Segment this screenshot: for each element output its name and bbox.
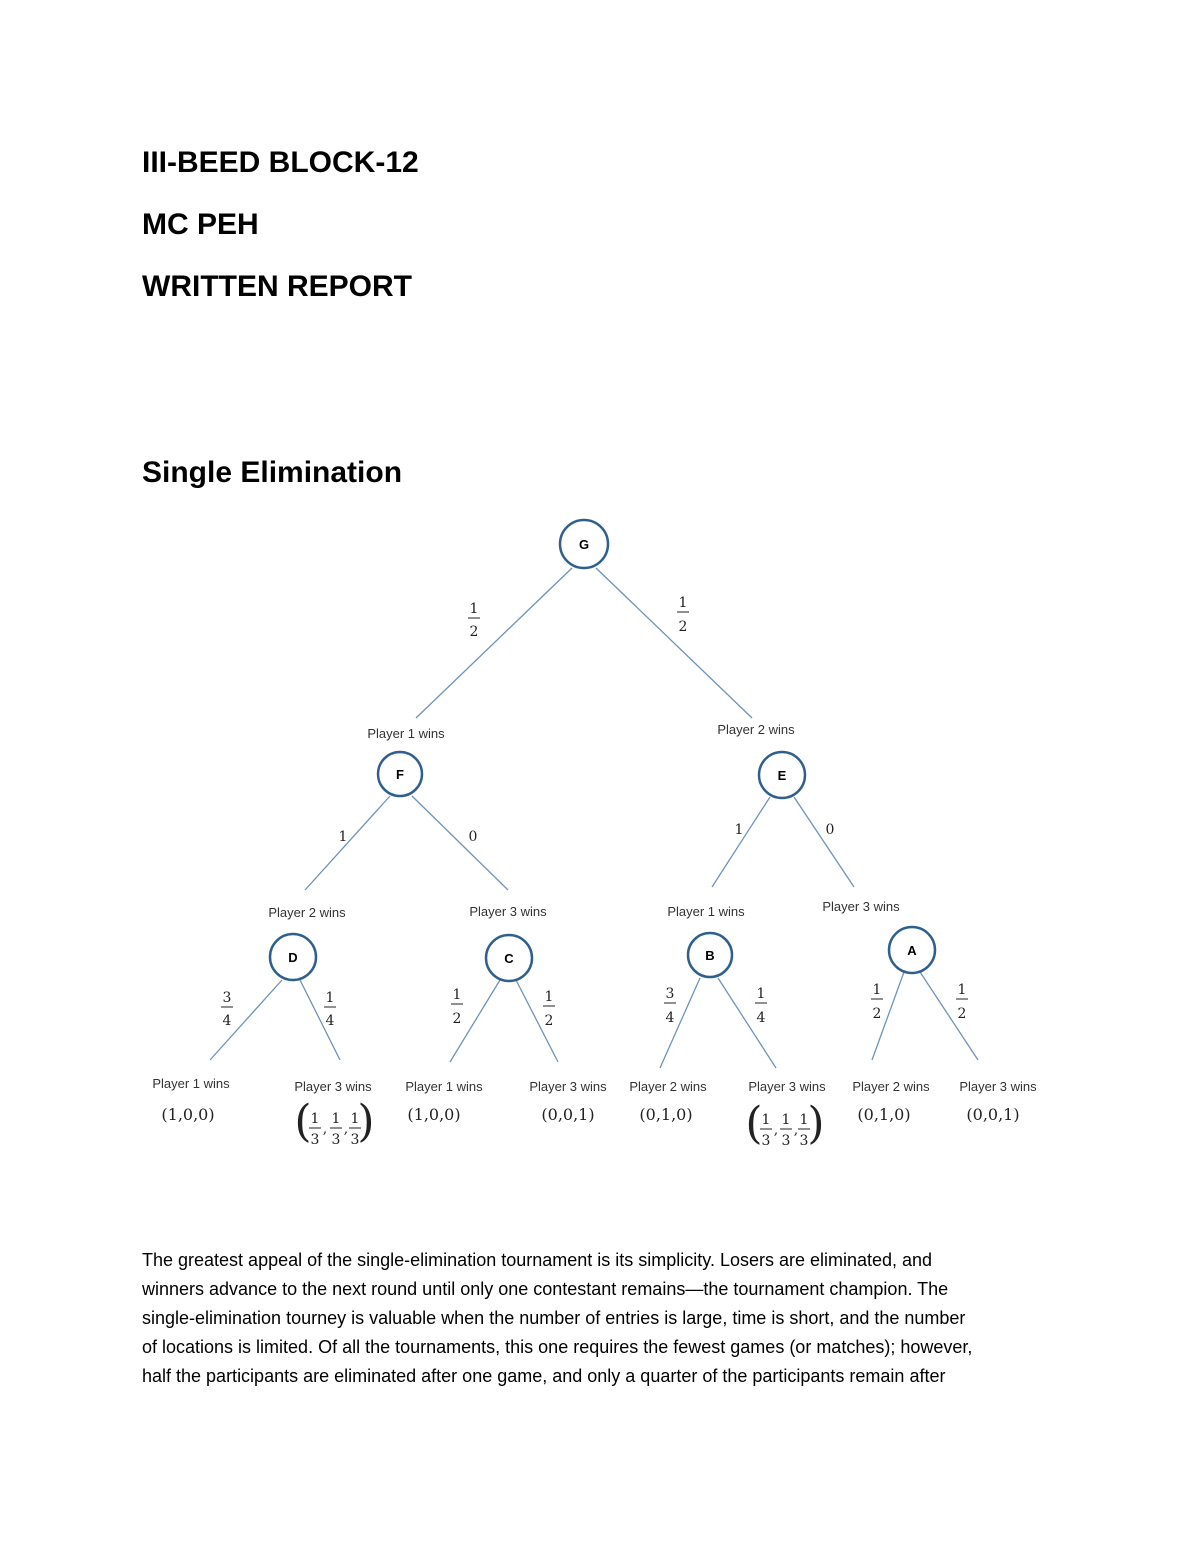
leaf-caption: Player 3 wins — [959, 1079, 1037, 1094]
prob-c-right — [543, 989, 555, 1029]
leaf-caption: Player 3 wins — [748, 1079, 826, 1094]
svg-text:3: 3 — [665, 986, 675, 1002]
leaf-caption: Player 1 wins — [152, 1076, 230, 1091]
svg-text:3: 3 — [310, 1132, 320, 1148]
svg-text:1: 1 — [761, 1112, 771, 1128]
svg-text:1: 1 — [452, 987, 462, 1003]
section-title: Single Elimination — [142, 456, 403, 489]
caption-a: Player 3 wins — [822, 899, 900, 914]
svg-text:3: 3 — [761, 1133, 771, 1149]
svg-text:,: , — [773, 1122, 779, 1138]
svg-text:2: 2 — [872, 1006, 882, 1022]
edge-e-a — [794, 797, 854, 887]
svg-text:3: 3 — [350, 1132, 360, 1148]
caption-b: Player 1 wins — [667, 904, 745, 919]
svg-text:1: 1 — [799, 1112, 809, 1128]
edge-f-c — [412, 796, 508, 890]
edge-d-left — [210, 980, 282, 1060]
svg-text:1: 1 — [756, 986, 766, 1002]
prob-a-left — [871, 982, 883, 1022]
prob-f-d: 1 — [338, 829, 348, 845]
prob-g-f — [468, 601, 480, 640]
leaf-caption: Player 2 wins — [852, 1079, 930, 1094]
svg-text:3: 3 — [781, 1133, 791, 1149]
leaf-caption: Player 3 wins — [294, 1079, 372, 1094]
caption-f: Player 1 wins — [367, 726, 445, 741]
leaf-payoff-thirds — [294, 1096, 374, 1148]
paragraph-line: The greatest appeal of the single-elimination tournament is its simplicity. Losers are eliminated, and — [142, 1250, 933, 1270]
prob-d-left — [221, 990, 233, 1029]
svg-text:,: , — [793, 1122, 799, 1138]
edge-f-d — [305, 796, 390, 890]
leaf-caption: Player 2 wins — [629, 1079, 707, 1094]
leaf-payoff: (1,0,0) — [407, 1105, 461, 1124]
svg-text:4: 4 — [756, 1010, 766, 1026]
prob-a-right — [956, 982, 968, 1022]
caption-c: Player 3 wins — [469, 904, 547, 919]
svg-text:C: C — [504, 951, 514, 966]
svg-text:): ) — [357, 1096, 375, 1147]
node-f — [378, 752, 422, 796]
prob-b-right — [755, 986, 767, 1026]
body-paragraph — [142, 1246, 1062, 1391]
paragraph-line: single-elimination tourney is valuable when the number of entries is large, time is short, and the number — [142, 1308, 966, 1328]
header-line-course: MC PEH — [142, 208, 259, 241]
svg-text:(: ( — [294, 1096, 312, 1147]
node-b — [688, 933, 732, 977]
node-g — [560, 520, 608, 568]
svg-text:,: , — [343, 1121, 349, 1137]
svg-text:1: 1 — [331, 1111, 341, 1127]
svg-text:4: 4 — [665, 1010, 675, 1026]
paragraph-line: half the participants are eliminated after one game, and only a quarter of the participants remain after — [142, 1366, 946, 1386]
edge-g-f — [416, 568, 572, 718]
leaf-payoff: (0,1,0) — [857, 1105, 911, 1124]
svg-text:1: 1 — [872, 982, 882, 998]
prob-d-right — [324, 990, 336, 1029]
prob-b-left — [664, 986, 676, 1026]
svg-text:2: 2 — [544, 1013, 554, 1029]
svg-text:1: 1 — [350, 1111, 360, 1127]
svg-text:1: 1 — [469, 601, 479, 617]
svg-text:3: 3 — [799, 1133, 809, 1149]
node-e — [759, 752, 805, 798]
edge-b-right — [718, 978, 776, 1068]
prob-f-c: 0 — [468, 829, 478, 845]
paragraph-line: winners advance to the next round until only one contestant remains—the tournament champion. The — [142, 1279, 949, 1299]
svg-text:2: 2 — [678, 619, 688, 635]
svg-text:3: 3 — [222, 990, 232, 1006]
svg-text:3: 3 — [331, 1132, 341, 1148]
svg-text:F: F — [396, 767, 404, 782]
svg-text:B: B — [705, 948, 715, 963]
svg-text:2: 2 — [469, 624, 479, 640]
svg-text:E: E — [777, 768, 787, 783]
leaf-payoff-thirds — [745, 1098, 824, 1149]
svg-text:1: 1 — [544, 989, 554, 1005]
leaf-caption: Player 3 wins — [529, 1079, 607, 1094]
svg-text:D: D — [288, 950, 298, 965]
header-line-report: WRITTEN REPORT — [142, 270, 412, 303]
svg-text:1: 1 — [781, 1112, 791, 1128]
caption-d: Player 2 wins — [268, 905, 346, 920]
leaf-payoff: (0,0,1) — [541, 1105, 595, 1124]
svg-text:A: A — [907, 943, 917, 958]
svg-text:,: , — [322, 1121, 328, 1137]
header-line-block: III-BEED BLOCK-12 — [142, 146, 419, 179]
node-c — [486, 935, 532, 981]
svg-text:(: ( — [745, 1098, 763, 1149]
edge-a-right — [920, 972, 978, 1060]
leaf-payoff: (0,1,0) — [639, 1105, 693, 1124]
edge-g-e — [596, 568, 752, 718]
leaf-payoff: (1,0,0) — [161, 1105, 215, 1124]
leaf-caption: Player 1 wins — [405, 1079, 483, 1094]
prob-g-e — [677, 595, 689, 635]
svg-text:1: 1 — [957, 982, 967, 998]
svg-text:1: 1 — [310, 1111, 320, 1127]
prob-e-b: 1 — [734, 822, 744, 838]
svg-text:4: 4 — [325, 1013, 335, 1029]
svg-text:1: 1 — [325, 990, 335, 1006]
node-d — [270, 934, 316, 980]
svg-text:1: 1 — [678, 595, 688, 611]
node-a — [889, 927, 935, 973]
edge-e-b — [712, 797, 770, 887]
prob-e-a: 0 — [825, 822, 835, 838]
svg-text:G: G — [578, 537, 590, 552]
svg-text:2: 2 — [452, 1011, 462, 1027]
svg-text:2: 2 — [957, 1006, 967, 1022]
caption-e: Player 2 wins — [717, 722, 795, 737]
svg-text:): ) — [807, 1098, 825, 1149]
svg-text:4: 4 — [222, 1013, 232, 1029]
prob-c-left — [451, 987, 463, 1027]
paragraph-line: of locations is limited. Of all the tournaments, this one requires the fewest games (or matches); however, — [142, 1337, 973, 1357]
leaf-payoff: (0,0,1) — [966, 1105, 1020, 1124]
